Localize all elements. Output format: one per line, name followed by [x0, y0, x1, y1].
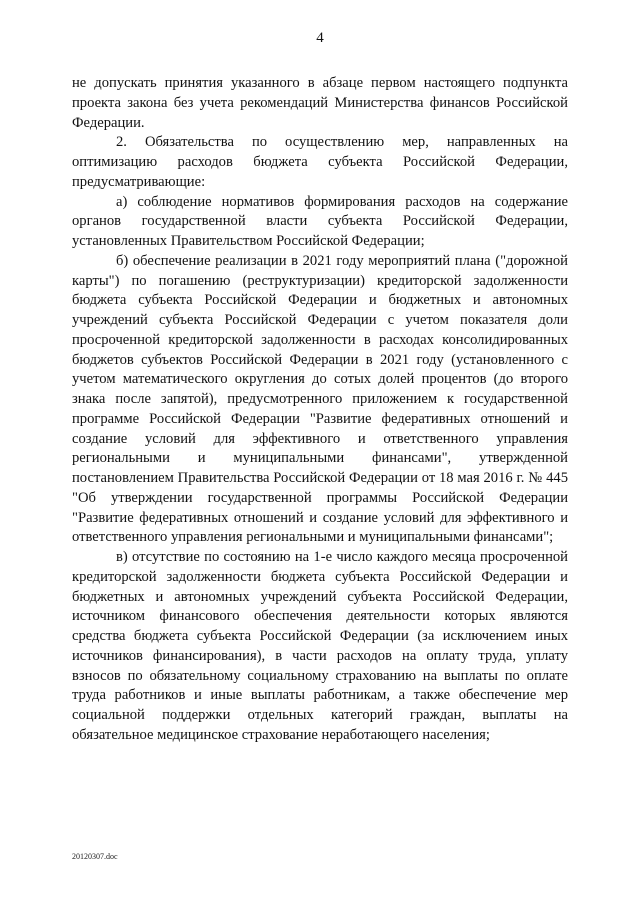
paragraph-continuation: не допускать принятия указанного в абзаце первом настоящего подпункта проекта закона без учета рекомендаций Министерства финансов Российской Федерации.	[72, 75, 568, 131]
footer-filename: 20120307.doc	[72, 852, 118, 861]
paragraph-item-v: в) отсутствие по состоянию на 1-е число каждого месяца просроченной кредиторской задолженности бюджета субъекта Российской Федерации и бюджетных и автономных учреждений субъекта Российской Федерации, источником финансового обеспечения деятельности которых являются средства бюджета субъекта Российской Федерации (за исключением иных источников финансирования), в части расходов на оплату труда, уплату взносов по обязательному социальному страхованию на выплаты по оплате труда работников и иные выплаты работникам, а также обеспечение мер социальной поддержки отдельных категорий граждан, выплаты на обязательное медицинское страхование неработающего населения;	[72, 549, 568, 743]
page-number: 4	[316, 30, 324, 46]
document-body	[72, 74, 568, 746]
paragraph-obligations-2: 2. Обязательства по осуществлению мер, направленных на оптимизацию расходов бюджета субъекта Российской Федерации, предусматривающие:	[72, 134, 568, 190]
paragraph-item-a: а) соблюдение нормативов формирования расходов на содержание органов государственной власти субъекта Российской Федерации, установленных Правительством Российской Федерации;	[72, 193, 568, 249]
paragraph-item-b: б) обеспечение реализации в 2021 году мероприятий плана ("дорожной карты") по погашению (реструктуризации) кредиторской задолженности бюджета субъекта Российской Федерации и бюджетных и автономных учреждений субъекта Российской Федерации с учетом показателя доли просроченной кредиторской задолженности в расходах консолидированных бюджетов субъектов Российской Федерации в 2021 году (установленного с учетом математического округления до сотых долей процентов (до второго знака после запятой), предусмотренного приложением к государственной программе Российской Федерации "Развитие федеративных отношений и создание условий для эффективного и ответственного управления региональными и муниципальными финансами", утвержденной постановлением Правительства Российской Федерации от 18 мая 2016 г. № 445 "Об утверждении государственной программы Российской Федерации "Развитие федеративных отношений и создание условий для эффективного и ответственного управления региональными и муниципальными финансами";	[72, 252, 568, 546]
